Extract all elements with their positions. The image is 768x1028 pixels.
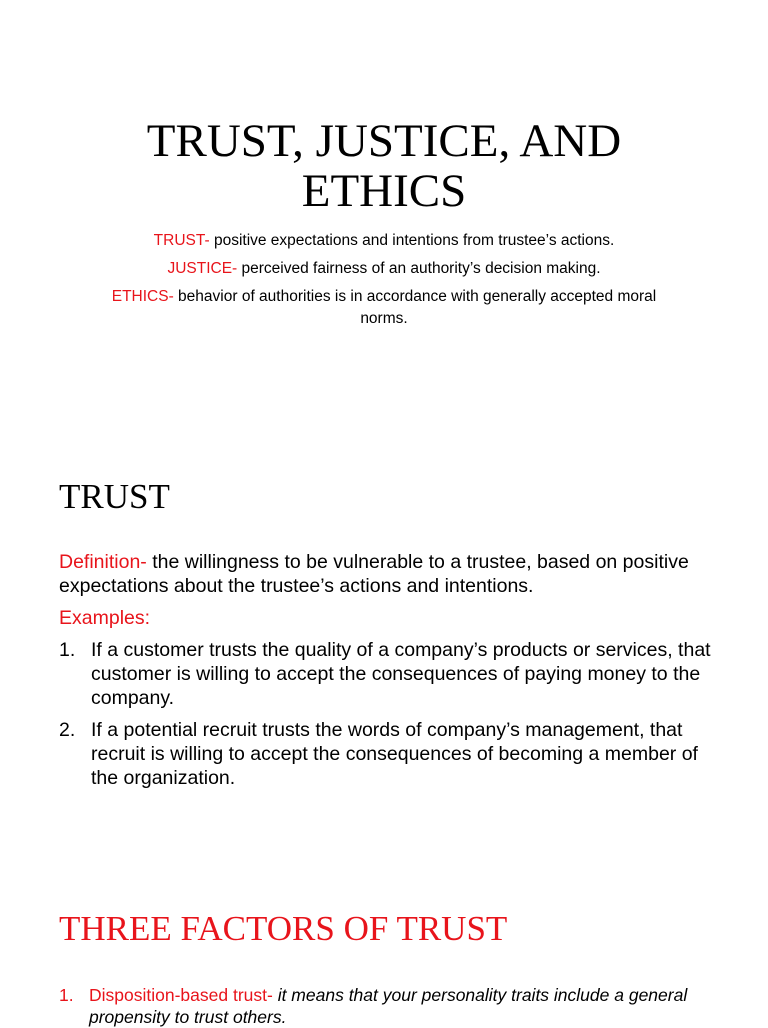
list-item: [59, 718, 719, 790]
factor-term: Disposition-based trust-: [89, 985, 273, 1005]
trust-body: [59, 550, 719, 798]
definition-text: perceived fairness of an authority’s decision making.: [237, 260, 601, 277]
slide1-title: [0, 116, 768, 216]
definition-term: ETHICS-: [111, 288, 174, 305]
definition-text: the willingness to be vulnerable to a trustee, based on positive expectations about the trustee’s actions and intentions.: [59, 551, 689, 597]
definition-term: JUSTICE-: [167, 260, 238, 277]
slide1-title-line1: TRUST, JUSTICE, AND: [146, 115, 622, 167]
examples-label: Examples:: [59, 607, 151, 629]
slide2-title: TRUST: [59, 477, 170, 516]
examples-list: [59, 638, 719, 790]
factor-text: it means that your personality traits include a general propensity to trust others.: [89, 985, 688, 1027]
definition-text: positive expectations and intentions from trustee’s actions.: [209, 232, 615, 249]
list-number: 1.: [59, 639, 76, 661]
trust-definition: [59, 550, 719, 598]
definition-term: TRUST-: [153, 232, 210, 249]
list-item-text: If a customer trusts the quality of a company’s products or services, that customer is willing to accept the consequences of paying money to the company.: [91, 639, 711, 709]
definition-text: behavior of authorities is in accordance with generally accepted moral norms.: [173, 288, 657, 327]
list-number: 1.: [59, 985, 74, 1005]
slide3-title: THREE FACTORS OF TRUST: [59, 909, 508, 948]
slide1-title-line2: ETHICS: [301, 165, 467, 217]
list-item-text: If a potential recruit trusts the words of company’s management, that recruit is willing to accept the consequences of becoming a member of the organization.: [91, 719, 698, 789]
definition-trust: [90, 230, 678, 252]
list-number: 2.: [59, 719, 76, 741]
definitions-list: [90, 230, 678, 336]
factors-list: [59, 984, 719, 1028]
definition-ethics: [90, 286, 678, 330]
list-item: [59, 984, 719, 1028]
list-item: [59, 638, 719, 710]
definition-label: Definition-: [59, 551, 147, 573]
definition-justice: [90, 258, 678, 280]
